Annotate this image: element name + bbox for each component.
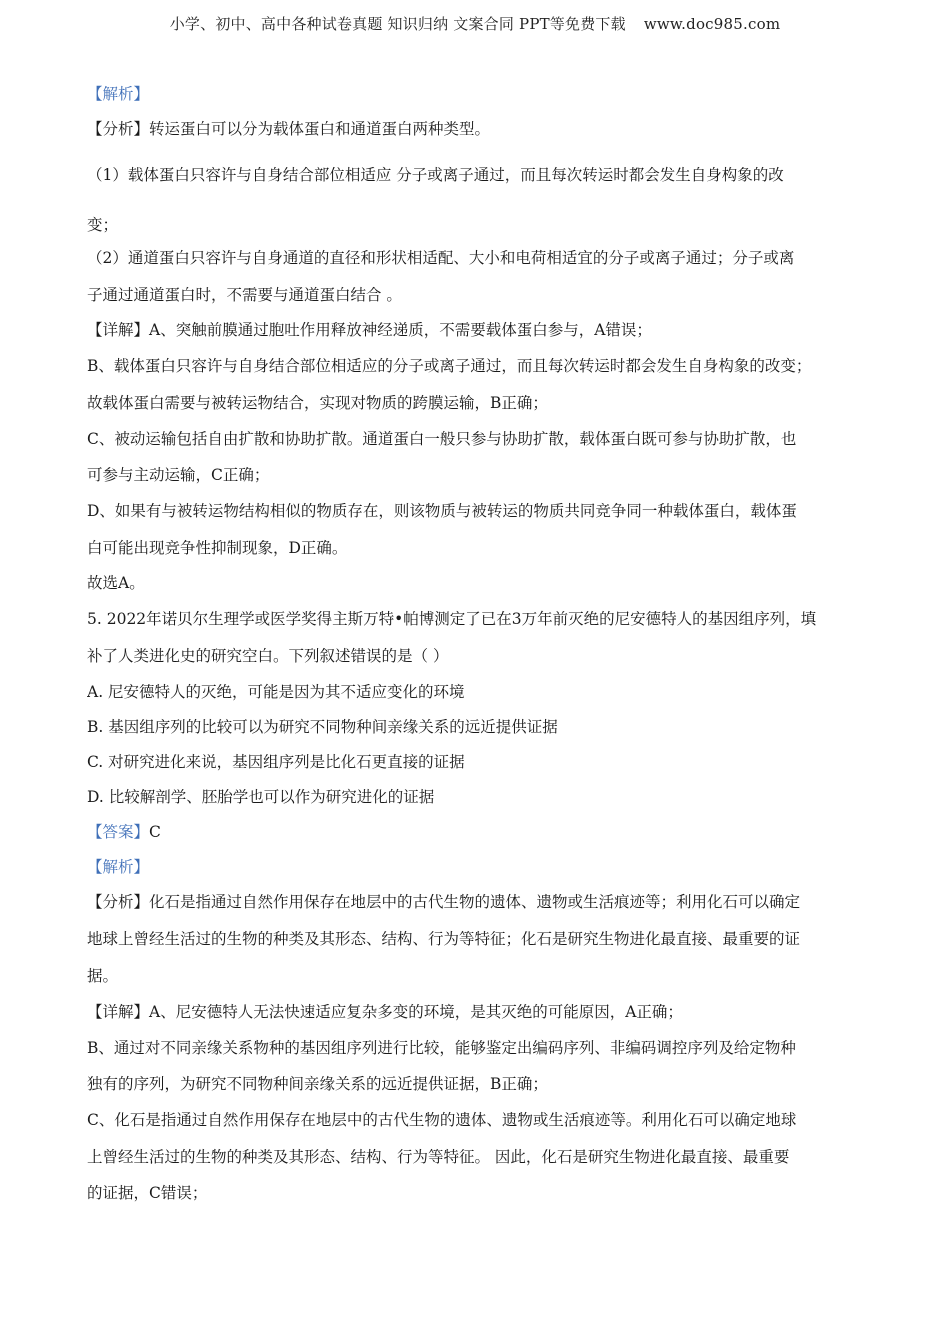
q5-jiexi-tag: 【解析】	[87, 858, 150, 876]
q5-fenxi-line-1	[87, 890, 800, 912]
detail-b-line-1: B、载体蛋白只容许与自身结合部位相适应的分子或离子通过，而且每次转运时都会发生自身构象的改变；	[87, 357, 812, 375]
q5-fenxi-text-1: 化石是指通过自然作用保存在地层中的古代生物的遗体、遗物或生活痕迹等；利用化石可以确定	[149, 893, 801, 911]
q5-detail-c-line-3: 的证据，C错误；	[87, 1184, 208, 1202]
point2-line-1: （2）通道蛋白只容许与自身通道的直径和形状相适配、大小和电荷相适宜的分子或离子通过；分子或离	[87, 249, 795, 267]
detail-d-line-1: D、如果有与被转运物结构相似的物质存在，则该物质与被转运的物质共同竞争同一种载体蛋白，载体蛋	[87, 502, 797, 520]
detail-b-line-2: 故载体蛋白需要与被转运物结合，实现对物质的跨膜运输，B正确；	[87, 394, 548, 412]
page-header	[0, 13, 950, 34]
q5-detail-c-line-2: 上曾经生活过的生物的种类及其形态、结构、行为等特征。 因此，化石是研究生物进化最直接、最重要	[87, 1148, 790, 1166]
q5-stem-line-2	[87, 644, 448, 666]
q5-detail-a-text: A、尼安德特人无法快速适应复杂多变的环境，是其灭绝的可能原因，A正确；	[149, 1003, 683, 1021]
point1-line-2: 变；	[87, 216, 119, 234]
q5-answer-value: C	[149, 823, 161, 841]
jiexi-tag: 【解析】	[87, 85, 150, 103]
point1-line-1: （1）载体蛋白只容许与自身结合部位相适应 分子或离子通过，而且每次转运时都会发生自身构象的改	[87, 166, 784, 184]
point2-line-2: 子通过通道蛋白时，不需要与通道蛋白结合 。	[87, 286, 402, 304]
fenxi-tag: 【分析】	[87, 120, 150, 138]
detail-c-line-2: 可参与主动运输，C正确；	[87, 466, 270, 484]
q5-option-a: A. 尼安德特人的灭绝，可能是因为其不适应变化的环境	[87, 683, 465, 701]
q5-option-b: B. 基因组序列的比较可以为研究不同物种间亲缘关系的远近提供证据	[87, 718, 558, 736]
q5-detail-a-line	[87, 1000, 683, 1022]
q5-option-d: D. 比较解剖学、胚胎学也可以作为研究进化的证据	[87, 788, 435, 806]
q5-stem-text-a: 补了人类进化史的研究空白。下列叙述	[87, 647, 351, 665]
detail-c-line-1: C、被动运输包括自由扩散和协助扩散。通道蛋白一般只参与协助扩散，载体蛋白既可参与协助扩散，也	[87, 430, 797, 448]
q5-detail-c-line-1: C、化石是指通过自然作用保存在地层中的古代生物的遗体、遗物或生活痕迹等。利用化石可以确定地球	[87, 1111, 797, 1129]
conclusion: 故选A。	[87, 574, 145, 592]
q5-answer-line	[87, 820, 161, 842]
detail-a-line	[87, 318, 652, 340]
q5-stem-text-b: 的是（ ）	[381, 647, 449, 665]
header-text: 小学、初中、高中各种试卷真题 知识归纳 文案合同 PPT等免费下载	[169, 15, 626, 33]
detail-a-text: A、突触前膜通过胞吐作用释放神经递质，不需要载体蛋白参与，A错误；	[149, 321, 652, 339]
q5-stem-emphasis-2: 误	[366, 644, 382, 666]
fenxi-text: 转运蛋白可以分为载体蛋白和通道蛋白两种类型。	[149, 120, 491, 138]
fenxi-line	[87, 117, 490, 139]
q5-answer-tag: 【答案】	[87, 823, 150, 841]
q5-stem-line-1: 5. 2022年诺贝尔生理学或医学奖得主斯万特•帕博测定了已在3万年前灭绝的尼安德特人的基因组序列，填	[87, 610, 817, 628]
q5-xiangjie-tag: 【详解】	[87, 1003, 150, 1021]
detail-d-line-2: 白可能出现竞争性抑制现象，D正确。	[87, 539, 348, 557]
q5-stem-emphasis-1: 错	[351, 644, 367, 666]
q5-fenxi-line-2: 地球上曾经生活过的生物的种类及其形态、结构、行为等特征；化石是研究生物进化最直接、最重要的证	[87, 930, 801, 948]
header-site: www.doc985.com	[643, 15, 781, 33]
q5-fenxi-tag: 【分析】	[87, 893, 150, 911]
xiangjie-tag: 【详解】	[87, 321, 150, 339]
q5-detail-b-line-2: 独有的序列，为研究不同物种间亲缘关系的远近提供证据，B正确；	[87, 1075, 548, 1093]
q5-detail-b-line-1: B、通过对不同亲缘关系物种的基因组序列进行比较，能够鉴定出编码序列、非编码调控序列及给定物种	[87, 1039, 796, 1057]
q5-fenxi-line-3: 据。	[87, 967, 119, 985]
q5-option-c: C. 对研究进化来说，基因组序列是比化石更直接的证据	[87, 753, 465, 771]
